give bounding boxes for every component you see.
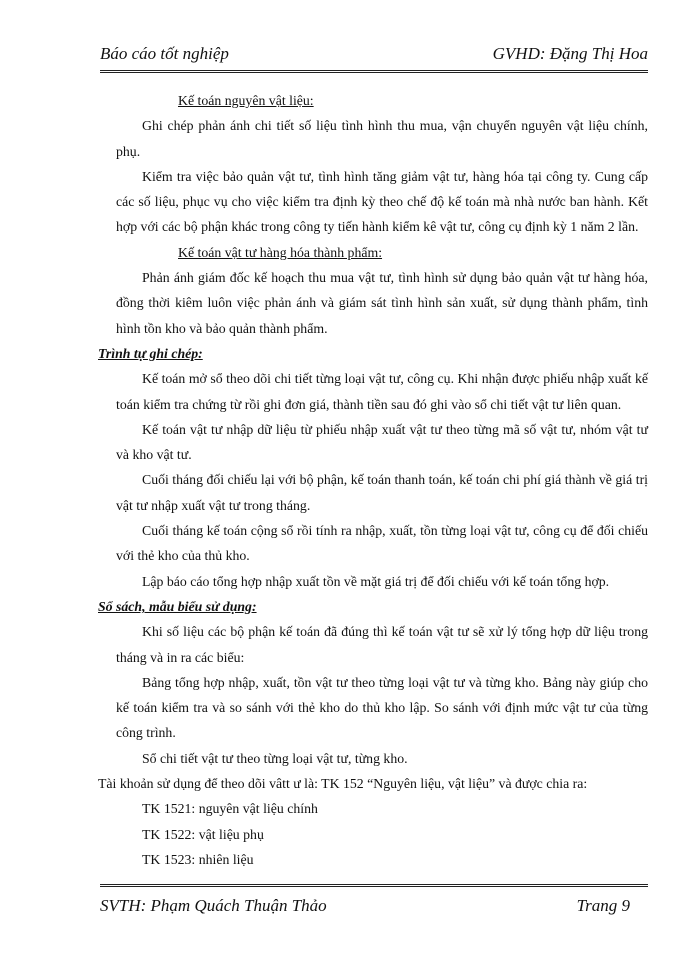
section-heading-recording-procedure: Trình tự ghi chép: <box>98 345 203 361</box>
paragraph: Ghi chép phản ánh chi tiết số liệu tình hình thu mua, vận chuyển nguyên vật liệu chính, phụ. <box>116 118 648 159</box>
paragraph: Bảng tổng hợp nhập, xuất, tồn vật tư theo từng loại vật tư và từng kho. Bảng này giúp cho kế toán kiểm tra và so sánh với thẻ kho do thủ kho lập. So sánh với định mức vật tư của từng công trình. <box>116 674 648 741</box>
subheading-goods-accounting: Kế toán vật tư hàng hóa thành phẩm: <box>178 244 383 260</box>
paragraph: Phản ánh giám đốc kế hoạch thu mua vật tư, tình hình sử dụng bảo quản vật tư hàng hóa, đồng thời kiêm luôn việc phản ánh và giám sát tình hình sản xuất, sử dụng thành phẩm, tình hình tồn kho và bảo quản thành phẩm. <box>116 270 648 336</box>
paragraph: Kế toán mở sổ theo dõi chi tiết từng loại vật tư, công cụ. Khi nhận được phiếu nhập xuất kế toán kiểm tra chứng từ rồi ghi đơn giá, thành tiền sau đó ghi vào sổ chi tiết vật tư liên quan. <box>116 371 648 412</box>
header-supervisor: GVHD: Đặng Thị Hoa <box>492 44 648 63</box>
header-report-title: Báo cáo tốt nghiệp <box>100 44 229 63</box>
section-heading-books-forms: Sổ sách, mẫu biểu sử dụng: <box>98 598 257 614</box>
paragraph: Cuối tháng đối chiếu lại với bộ phận, kế toán thanh toán, kế toán chi phí giá thành về giá trị vật tư nhập xuất vật tư trong tháng. <box>116 472 648 513</box>
paragraph: Sổ chi tiết vật tư theo từng loại vật tư, từng kho. <box>142 750 408 766</box>
subheading-material-accounting: Kế toán nguyên vật liệu: <box>178 93 314 108</box>
page-footer <box>100 896 648 922</box>
account-item: TK 1523: nhiên liệu <box>142 851 254 867</box>
paragraph: Kế toán vật tư nhập dữ liệu từ phiếu nhập xuất vật tư theo từng mã số vật tư, nhóm vật tư và kho vật tư. <box>116 421 648 463</box>
document-body <box>98 88 648 872</box>
paragraph: Khi số liệu các bộ phận kế toán đã đúng thì kế toán vật tư sẽ xử lý tổng hợp dữ liệu trong tháng và in ra các biểu: <box>116 624 648 665</box>
page-number: Trang 9 <box>576 896 630 915</box>
account-item: TK 1521: nguyên vật liệu chính <box>142 801 318 817</box>
paragraph: Kiểm tra việc bảo quản vật tư, tình hình tăng giảm vật tư, hàng hóa tại công ty. Cung cấp các số liệu, phục vụ cho việc kiểm tra định kỳ theo chế độ kế toán mà nhà nước ban hành. Kết hợp với các bộ phận khác trong công ty tiến hành kiểm kê vật tư, công cụ định kỳ 1 năm 2 lần. <box>116 168 648 235</box>
header-divider <box>100 70 648 73</box>
footer-student-name: SVTH: Phạm Quách Thuận Thảo <box>100 896 327 915</box>
page-header <box>100 44 648 70</box>
paragraph: Cuối tháng kế toán cộng sổ rồi tính ra nhập, xuất, tồn từng loại vật tư, công cụ để đối chiếu với thẻ kho của thủ kho. <box>116 523 648 564</box>
paragraph: Lập báo cáo tổng hợp nhập xuất tồn về mặt giá trị để đối chiếu với kế toán tổng hợp. <box>142 573 610 589</box>
footer-divider <box>100 884 648 887</box>
account-item: TK 1522: vật liệu phụ <box>142 826 264 842</box>
paragraph-accounts-used: Tài khoản sử dụng để theo dõi vâtt ư là: TK 152 “Nguyên liệu, vật liệu” và được chia ra: <box>98 776 588 792</box>
